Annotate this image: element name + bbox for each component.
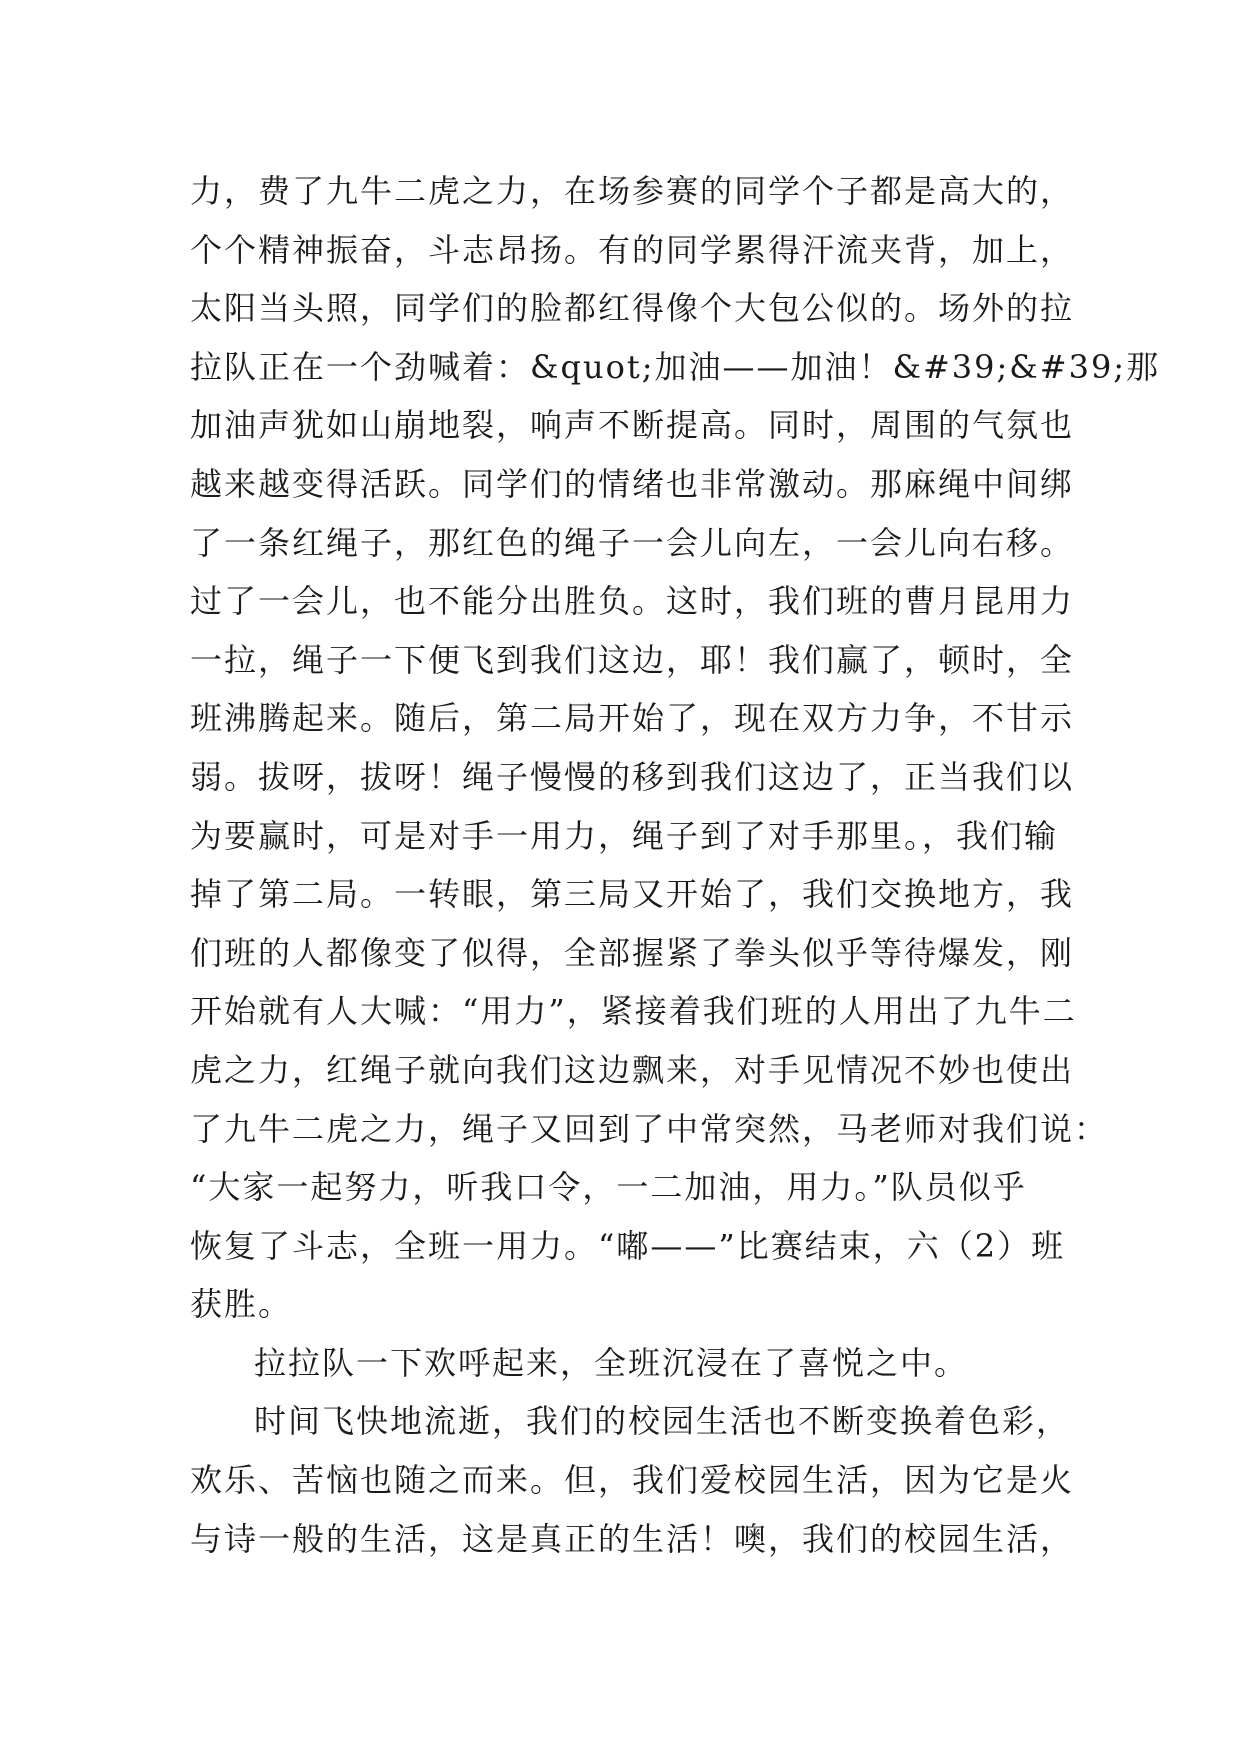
paragraph-line: 时间飞快地流逝，我们的校园生活也不断变换着色彩， bbox=[254, 1402, 1071, 1441]
text-line: 了九牛二虎之力，绳子又回到了中常突然，马老师对我们说： bbox=[190, 1109, 1109, 1148]
text-line: 一拉，绳子一下便飞到我们这边，耶！我们赢了，顿时，全 bbox=[190, 640, 1075, 679]
text-line: 个个精神振奋，斗志昂扬。有的同学累得汗流夹背，加上， bbox=[190, 230, 1075, 269]
text-line: 开始就有人大喊：“用力”，紧接着我们班的人用出了九牛二 bbox=[190, 992, 1077, 1031]
body-text bbox=[190, 162, 1161, 1568]
text-line: 弱。拔呀，拔呀！绳子慢慢的移到我们这边了，正当我们以 bbox=[190, 757, 1075, 796]
text-line: 掉了第二局。一转眼，第三局又开始了，我们交换地方，我 bbox=[190, 875, 1075, 914]
text-line: 力，费了九牛二虎之力，在场参赛的同学个子都是高大的， bbox=[190, 172, 1075, 210]
text-line: 与诗一般的生活，这是真正的生活！噢，我们的校园生活， bbox=[190, 1519, 1075, 1558]
text-line: 越来越变得活跃。同学们的情绪也非常激动。那麻绳中间绑 bbox=[190, 464, 1075, 503]
text-line: 欢乐、苦恼也随之而来。但，我们爱校园生活，因为它是火 bbox=[190, 1461, 1075, 1500]
text-line: 加油声犹如山崩地裂，响声不断提高。同时，周围的气氛也 bbox=[190, 406, 1075, 445]
text-line: 恢复了斗志，全班一用力。“嘟——”比赛结束，六（2）班 bbox=[190, 1226, 1066, 1265]
text-line: 虎之力，红绳子就向我们这边飘来，对手见情况不妙也使出 bbox=[190, 1050, 1075, 1089]
text-line: 了一条红绳子，那红色的绳子一会儿向左，一会儿向右移。 bbox=[190, 523, 1075, 562]
text-line: 获胜。 bbox=[190, 1285, 293, 1324]
text-line: “大家一起努力，听我口令，一二加油，用力。”队员似乎 bbox=[190, 1168, 1027, 1207]
text-line: 拉队正在一个劲喊着：&quot;加油——加油！&#39;&#39;那 bbox=[190, 347, 1161, 386]
text-line: 班沸腾起来。随后，第二局开始了，现在双方力争，不甘示 bbox=[190, 699, 1075, 738]
text-line: 太阳当头照，同学们的脸都红得像个大包公似的。场外的拉 bbox=[190, 289, 1075, 328]
text-line: 们班的人都像变了似得，全部握紧了拳头似乎等待爆发，刚 bbox=[190, 933, 1075, 972]
text-line: 为要赢时，可是对手一用力，绳子到了对手那里。，我们输 bbox=[190, 816, 1059, 855]
paragraph-line: 拉拉队一下欢呼起来，全班沉浸在了喜悦之中。 bbox=[254, 1343, 969, 1382]
text-line: 过了一会儿，也不能分出胜负。这时，我们班的曹月昆用力 bbox=[190, 582, 1075, 621]
